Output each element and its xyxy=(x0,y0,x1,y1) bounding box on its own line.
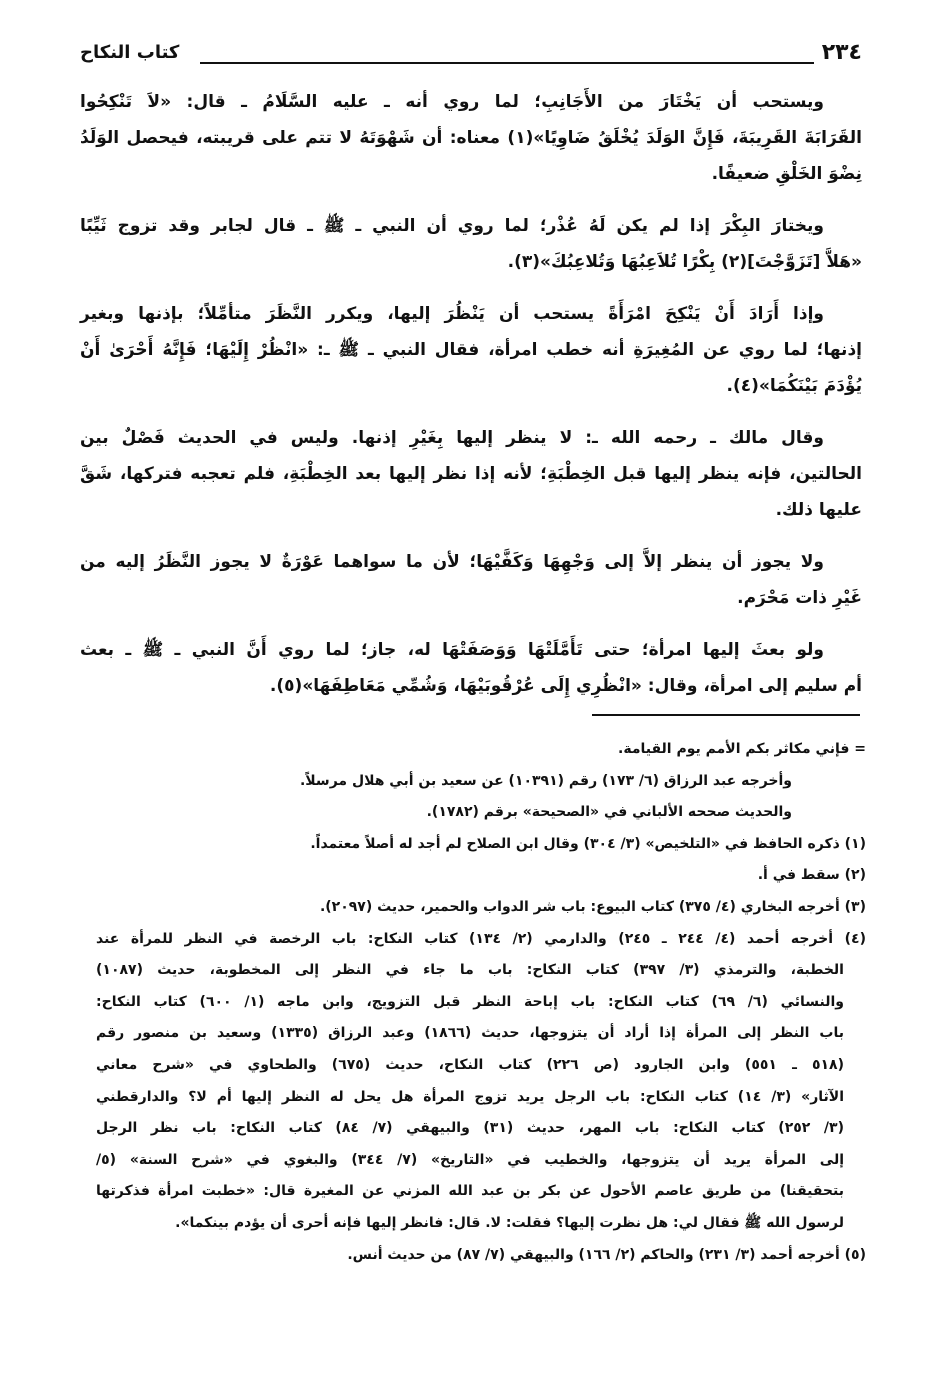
footnote-line: والحديث صححه الألباني في «الصحيحة» برقم (١٧٨٢). xyxy=(426,804,792,821)
text-line: وقال مالك ـ رحمه الله ـ: لا ينظر إليها بِغَيْرِ إذنها. وليس في الحديث فَصْلٌ بين xyxy=(80,428,824,448)
header-rule xyxy=(200,62,814,64)
running-header xyxy=(80,40,862,70)
paragraph xyxy=(80,632,862,704)
main-text xyxy=(80,84,862,720)
footnote-1: (١) ذكره الحافظ في «التلخيص» (٣/ ٣٠٤) وقال ابن الصلاح لم أجد له أصلاً معتمداً. xyxy=(310,835,866,852)
text-line: الحالتين، فإنه ينظر إليها قبل الخِطْبَةِ؛ لأنه إذا نظر إليها بعد الخِطْبَةِ، فلم تعجبه فتركها، شَقَّ xyxy=(80,464,862,484)
page-number: ٢٣٤ xyxy=(821,40,862,65)
footnote-3: (٣) أخرجه البخاري (٤/ ٣٧٥) كتاب البيوع: باب شر الدواب والحمير، حديث (٢٠٩٧). xyxy=(319,898,866,915)
text-line: ويستحب أن يَخْتَارَ من الأَجَانِبِ؛ لما روي أنه ـ عليه السَّلَامُ ـ قال: «لاَ تَنْكِحُوا xyxy=(80,92,824,112)
text-line: ولو بعثَ إليها امرأة؛ حتى تَأَمَّلَتْهَا وَوَصَفَتْهَا له، جاز؛ لما روي أَنَّ النبي ـ ﷺ ـ بعث xyxy=(80,640,824,660)
text-line: نِضْوَ الخَلْقِ ضعيفًا. xyxy=(711,164,862,184)
footnote-line: الآثار» (٣/ ١٤) كتاب النكاح: باب الرجل يريد تزوج المرأة هل يحل له النظر إليها أم لا؟ والدارقطني xyxy=(96,1088,844,1105)
footnote-4: (٤) أخرجه أحمد (٤/ ٢٤٤ ـ ٢٤٥) والدارمي (٢/ ١٣٤) كتاب النكاح: باب الرخصة في النظر للمرأة عند xyxy=(96,930,866,947)
text-line: وإذا أَرَادَ أَنْ يَنْكِحَ امْرَأَةً يستحب أن يَنْظُرَ إليها، ويكرر النَّظَرَ متأمِّلاً؛ بإذنها وبغير xyxy=(80,304,824,324)
footnote-line: لرسول الله ﷺ فقال لي: هل نظرت إليها؟ فقلت: لا. قال: فانظر إليها فإنه أحرى أن يؤدم بينكما». xyxy=(175,1214,844,1231)
footnotes xyxy=(96,734,866,1271)
paragraph xyxy=(80,84,862,192)
footnote-line: (٥١٨ ـ ٥٥١) وابن الجارود (ص ٢٢٦) كتاب النكاح، حديث (٦٧٥) والطحاوي في «شرح معاني xyxy=(96,1056,844,1073)
paragraph xyxy=(80,296,862,404)
text-line: ولا يجوز أن ينظر إلاَّ إلى وَجْهِهَا وَكَفَّيْهَا؛ لأن ما سواهما عَوْرَةٌ لا يجوز النَّظَرُ إليه من xyxy=(80,552,824,572)
chapter-title: كتاب النكاح xyxy=(80,42,180,63)
paragraph xyxy=(80,544,862,616)
paragraph xyxy=(80,420,862,528)
footnote-line: والنسائي (٦/ ٦٩) كتاب النكاح: باب إباحة النظر قبل التزويج، وابن ماجه (١/ ٦٠٠) كتاب النكاح: xyxy=(96,993,844,1010)
footnote-line: = فإني مكاثر بكم الأمم يوم القيامة. xyxy=(618,741,866,757)
footnote-separator xyxy=(592,714,860,716)
footnote-line: باب النظر إلى المرأة إذا أراد أن يتزوجها، حديث (١٨٦٦) وعبد الرزاق (١٣٣٥) وسعيد بن منصور رقم xyxy=(96,1025,844,1042)
footnote-line: إلى المرأة يريد أن يتزوجها، والخطيب في «التاريخ» (٧/ ٣٤٤) والبغوي في «شرح السنة» (٥/ xyxy=(96,1151,844,1168)
text-line: عليها ذلك. xyxy=(775,500,862,520)
footnote-line: (٣/ ٢٥٢) كتاب النكاح: باب المهر، حديث (٣١) والبيهقي (٧/ ٨٤) كتاب النكاح: باب نظر الرجل xyxy=(96,1120,844,1137)
text-line: «هَلاَّ [تَزَوَّجْتَ](٢) بِكْرًا تُلاَعِبُهَا وَتُلاعِبُكَ»(٣). xyxy=(507,252,862,272)
text-line: إذنها؛ لما روي عن المُغِيرَةِ أنه خطب امرأة، فقال النبي ـ ﷺ ـ: «انْظُرْ إِلَيْهَا؛ فَإِنَّهُ أَحْرَىٰ أَنْ xyxy=(80,340,862,360)
text-line: القَرَابَةَ القَرِيبَةَ، فَإِنَّ الوَلَدَ يُخْلَقُ ضَاوِيًا»(١) معناه: أن شَهْوَتَهُ لا تتم على قريبته، فيحصل الوَلَدُ xyxy=(80,128,863,148)
footnote-line: وأخرجه عبد الرزاق (٦/ ١٧٣) رقم (١٠٣٩١) عن سعيد بن أبي هلال مرسلاً. xyxy=(299,772,792,789)
footnote-2: (٢) سقط في أ. xyxy=(757,867,866,884)
paragraph xyxy=(80,208,862,280)
text-line: ويختارَ البِكْرَ إذا لم يكن لَهُ عُذْر؛ لما روي أن النبي ـ ﷺ ـ قال لجابر وقد تزوج ثَيِّبًا xyxy=(80,216,824,236)
text-line: أم سليم إلى امرأة، وقال: «انْظُرِي إِلَى عُرْقُوبَيْهَا، وَشُمِّي مَعَاطِفَهَا»(٥). xyxy=(269,676,862,696)
footnote-line: بتحقيقنا) من طريق عاصم الأحول عن بكر بن عبد الله المزني عن المغيرة قال: «خطبت امرأة فذكرتها xyxy=(96,1183,844,1200)
footnote-line: الخطبة، والترمذي (٣/ ٣٩٧) كتاب النكاح: باب ما جاء في النظر إلى المخطوبة، حديث (١٠٨٧) xyxy=(96,962,844,979)
text-line: غَيْرِ ذات مَحْرَم. xyxy=(737,588,862,608)
footnote-5: (٥) أخرجه أحمد (٣/ ٢٣١) والحاكم (٢/ ١٦٦) والبيهقي (٧/ ٨٧) من حديث أنس. xyxy=(347,1246,866,1263)
text-line: يُؤْدَمَ بَيْنَكُمَا»(٤). xyxy=(726,376,862,396)
